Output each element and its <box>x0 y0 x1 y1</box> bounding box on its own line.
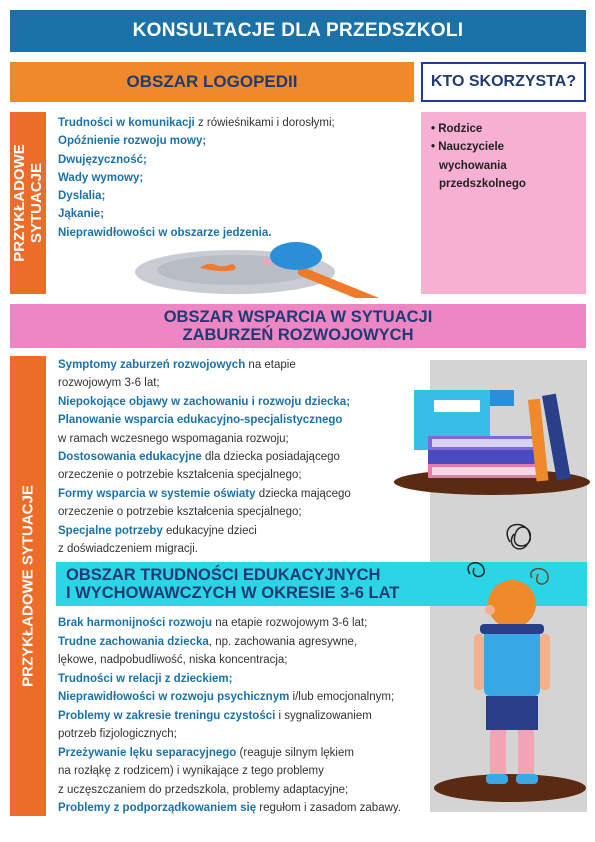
list-item <box>58 522 398 540</box>
list-item-text: na etapie rozwojowym 3-6 lat; <box>212 617 368 629</box>
scribble-3 <box>531 569 548 584</box>
child-backpack-illustration <box>420 512 592 808</box>
list-item <box>58 169 413 187</box>
list-item-text: orzeczenie o potrzebie kształcenia specjalnego; <box>58 506 302 519</box>
section2-title-line-2: ZABURZEŃ ROZWOJOWYCH <box>182 326 414 344</box>
list-item-highlight: Trudności w komunikacji <box>58 117 195 129</box>
list-item-text: z rówieśnikami i dorosłymi; <box>194 117 335 129</box>
list-item-highlight: Przeżywanie lęku separacyjnego <box>58 746 237 759</box>
list-item-text: na etapie <box>245 359 296 371</box>
section-title-developmental-support <box>10 304 586 348</box>
list-item-text: i/lub emocjonalnym; <box>289 691 395 703</box>
list-item <box>58 430 398 448</box>
side-label-line-2: SYTUACJE <box>28 162 45 244</box>
side-label-2-text: PRZYKŁADOWE SYTUACJE <box>19 485 37 687</box>
who-item-teachers: • Nauczyciele <box>431 141 505 154</box>
list-item <box>58 374 398 392</box>
who-item-teachers-cont-1: wychowania <box>439 159 507 172</box>
list-item <box>58 762 438 781</box>
list-item-highlight: Symptomy zaburzeń rozwojowych <box>58 359 246 371</box>
list-item <box>58 744 438 763</box>
list-item-highlight: Trudne zachowania dziecka <box>58 635 209 648</box>
list-item <box>58 670 438 689</box>
list-item-text: dla dziecka posiadającego <box>201 451 340 464</box>
list-item <box>58 614 438 633</box>
list-item-highlight: Niepokojące objawy w zachowaniu i rozwoju dziecka; <box>58 395 351 408</box>
list-item-text: orzeczenie o potrzebie kształcenia specjalnego; <box>58 469 302 482</box>
list-item <box>58 448 398 466</box>
list-item-text: (reaguje silnym lękiem <box>236 746 354 759</box>
list-item <box>58 485 398 503</box>
book-pages-2 <box>432 467 538 475</box>
list-item <box>58 187 413 205</box>
list-item <box>58 151 413 169</box>
list-item <box>58 799 438 818</box>
list-item-highlight: Dwujęzyczność; <box>58 153 147 166</box>
list-item-text: i sygnalizowaniem <box>275 709 372 722</box>
list-item-highlight: Nieprawidłowości w obszarze jedzenia. <box>58 226 272 239</box>
list-item-text: lękowe, nadpobudliwość, niska koncentracja; <box>58 654 288 666</box>
left-arm <box>474 634 484 690</box>
list-item-highlight: Trudności w relacji z dzieckiem; <box>58 672 233 685</box>
speech-therapy-list <box>58 114 413 242</box>
list-item-highlight: Brak harmonijności rozwoju <box>58 617 212 629</box>
list-item-highlight: Specjalne potrzeby <box>58 524 163 537</box>
plate-spoon-illustration <box>130 238 400 298</box>
list-item-highlight: Opóźnienie rozwoju mowy; <box>58 135 207 148</box>
side-label-line-1: PRZYKŁADOWE <box>10 144 28 262</box>
left-shoe <box>486 774 508 784</box>
book-label <box>434 400 480 412</box>
who-can-use-box <box>421 112 586 294</box>
backpack-strap <box>480 624 544 634</box>
scribble-1 <box>507 525 530 549</box>
child-ear <box>485 605 495 615</box>
left-leg <box>490 730 506 774</box>
list-item <box>58 393 398 411</box>
floor-shadow <box>434 774 586 802</box>
child-head <box>488 580 536 628</box>
list-item <box>58 651 438 670</box>
list-item-highlight: Problemy z podporządkowaniem się <box>58 802 257 814</box>
list-item <box>58 114 413 132</box>
list-item <box>58 781 438 800</box>
book-pages <box>432 439 538 447</box>
educational-difficulties-list <box>58 614 438 818</box>
list-item <box>58 725 438 744</box>
list-item <box>58 466 398 484</box>
backpack <box>484 626 540 696</box>
list-item-text: z doświadczeniem migracji. <box>58 543 198 556</box>
list-item-text: dziecka mającego <box>255 487 351 500</box>
developmental-support-list <box>58 356 398 558</box>
list-item-text: , np. zachowania agresywne, <box>208 635 358 648</box>
list-item-highlight: Dyslalia; <box>58 190 106 203</box>
who-can-use-list <box>421 112 586 194</box>
list-item-text: regułom i zasadom zabawy. <box>256 802 401 814</box>
section3-title-line-1: OBSZAR TRUDNOŚCI EDUKACYJNYCH <box>66 565 381 584</box>
section-title-speech-therapy: OBSZAR LOGOPEDII <box>10 62 414 102</box>
list-item-highlight: Nieprawidłowości w rozwoju psychicznym <box>58 691 290 703</box>
book-stack-2 <box>428 450 538 464</box>
list-item-text: edukacyjne dzieci <box>162 524 257 537</box>
list-item-highlight: Planowanie wsparcia edukacyjno-specjalistycznego <box>58 414 343 427</box>
list-item-text: w ramach wczesnego wspomagania rozwoju; <box>58 432 289 445</box>
list-item-highlight: Wady wymowy; <box>58 171 144 184</box>
list-item <box>58 205 413 223</box>
list-item-text: z uczęszczaniem do przedszkola, problemy adaptacyjne; <box>58 783 349 796</box>
side-label-examples-2 <box>10 356 46 816</box>
who-can-use-title: KTO SKORZYSTA? <box>421 62 586 102</box>
list-item-text: potrzeb fizjologicznych; <box>58 728 177 740</box>
list-item-highlight: Formy wsparcia w systemie oświaty <box>58 487 256 500</box>
who-item-teachers-cont-2: przedszkolnego <box>439 178 526 191</box>
list-item-text: rozwojowym 3-6 lat; <box>58 377 160 390</box>
spoon-bowl <box>270 242 322 270</box>
right-shoe <box>516 774 538 784</box>
list-item-highlight: Jąkanie; <box>58 208 105 221</box>
list-item <box>58 540 398 558</box>
page-title: KONSULTACJE DLA PRZEDSZKOLI <box>10 10 586 52</box>
list-item <box>58 688 438 707</box>
list-item <box>58 503 398 521</box>
list-item <box>58 411 398 429</box>
right-leg <box>518 730 534 774</box>
section2-title-line-1: OBSZAR WSPARCIA W SYTUACJI <box>163 307 433 326</box>
right-arm <box>540 634 550 690</box>
list-item-text: na rozłąkę z rodzicem) i wynikające z tego problemy <box>58 765 324 777</box>
list-item <box>58 633 438 652</box>
books-illustration <box>392 386 592 498</box>
who-item-parents: • Rodzice <box>431 123 483 135</box>
list-item <box>58 707 438 726</box>
list-item-highlight: Problemy w zakresie treningu czystości <box>58 709 276 722</box>
section3-title-line-2: I WYCHOWAWCZYCH W OKRESIE 3-6 LAT <box>66 584 400 602</box>
list-item <box>58 132 413 150</box>
shorts <box>486 696 538 730</box>
list-item-highlight: Dostosowania edukacyjne <box>58 451 202 464</box>
scribble-2 <box>468 563 484 577</box>
list-item <box>58 356 398 374</box>
side-label-examples-1 <box>10 112 46 294</box>
